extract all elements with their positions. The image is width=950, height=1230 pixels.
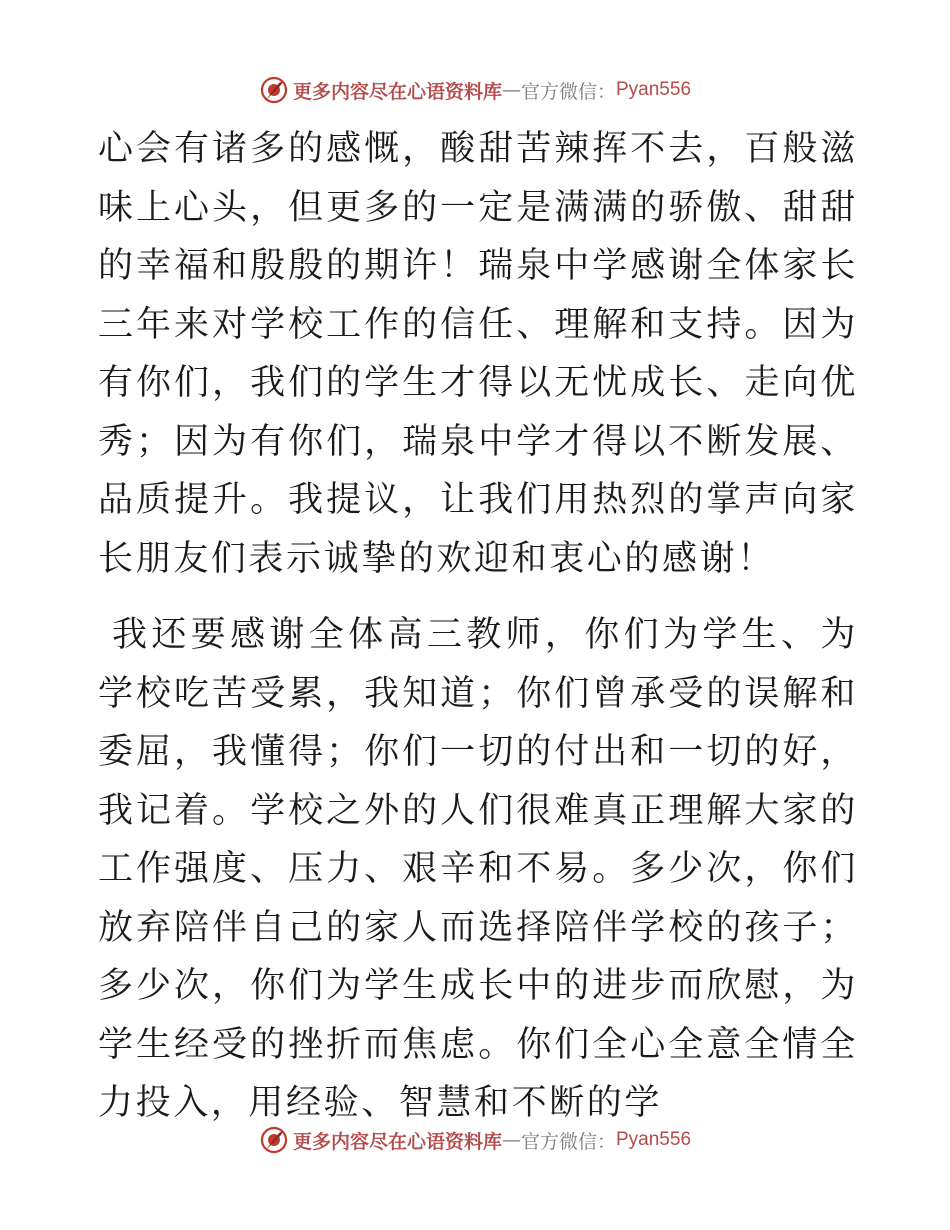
footer-wechat-id: Pyan556 <box>616 1129 692 1150</box>
header-wechat-label: 官方微信： <box>520 80 616 103</box>
header-site-name: 更多内容尽在心语资料库 <box>292 80 502 103</box>
footer-separator: — <box>501 1129 521 1151</box>
header-watermark <box>0 70 950 110</box>
quill-logo-icon <box>259 75 289 105</box>
document-body <box>98 120 858 1133</box>
paragraph-2: 我还要感谢全体高三教师，你们为学生、为学校吃苦受累，我知道；你们曾承受的误解和委屈，我懂得；你们一切的付出和一切的好，我记着。学校之外的人们很难真正理解大家的工作强度、压力、艰辛和不易。多少次，你们放弃陪伴自己的家人而选择陪伴学校的孩子；多少次，你们为学生成长中的进步而欣慰，为学生经受的挫折而焦虑。你们全心全意全情全力投入，用经验、智慧和不断的学 <box>98 615 858 1123</box>
header-wechat-id: Pyan556 <box>616 79 692 100</box>
footer-site-name: 更多内容尽在心语资料库 <box>292 1130 502 1153</box>
quill-logo-icon <box>259 1125 289 1155</box>
footer-wechat-label: 官方微信： <box>520 1130 616 1153</box>
header-separator: — <box>501 79 521 101</box>
paragraph-1: 心会有诸多的感慨，酸甜苦辣挥不去，百般滋味上心头，但更多的一定是满满的骄傲、甜甜的幸福和殷殷的期许！瑞泉中学感谢全体家长三年来对学校工作的信任、理解和支持。因为有你们，我们的学生才得以无忧成长、走向优秀；因为有你们，瑞泉中学才得以不断发展、品质提升。我提议，让我们用热烈的掌声向家长朋友们表示诚挚的欢迎和衷心的感谢！ <box>98 129 858 579</box>
footer-watermark <box>0 1120 950 1160</box>
